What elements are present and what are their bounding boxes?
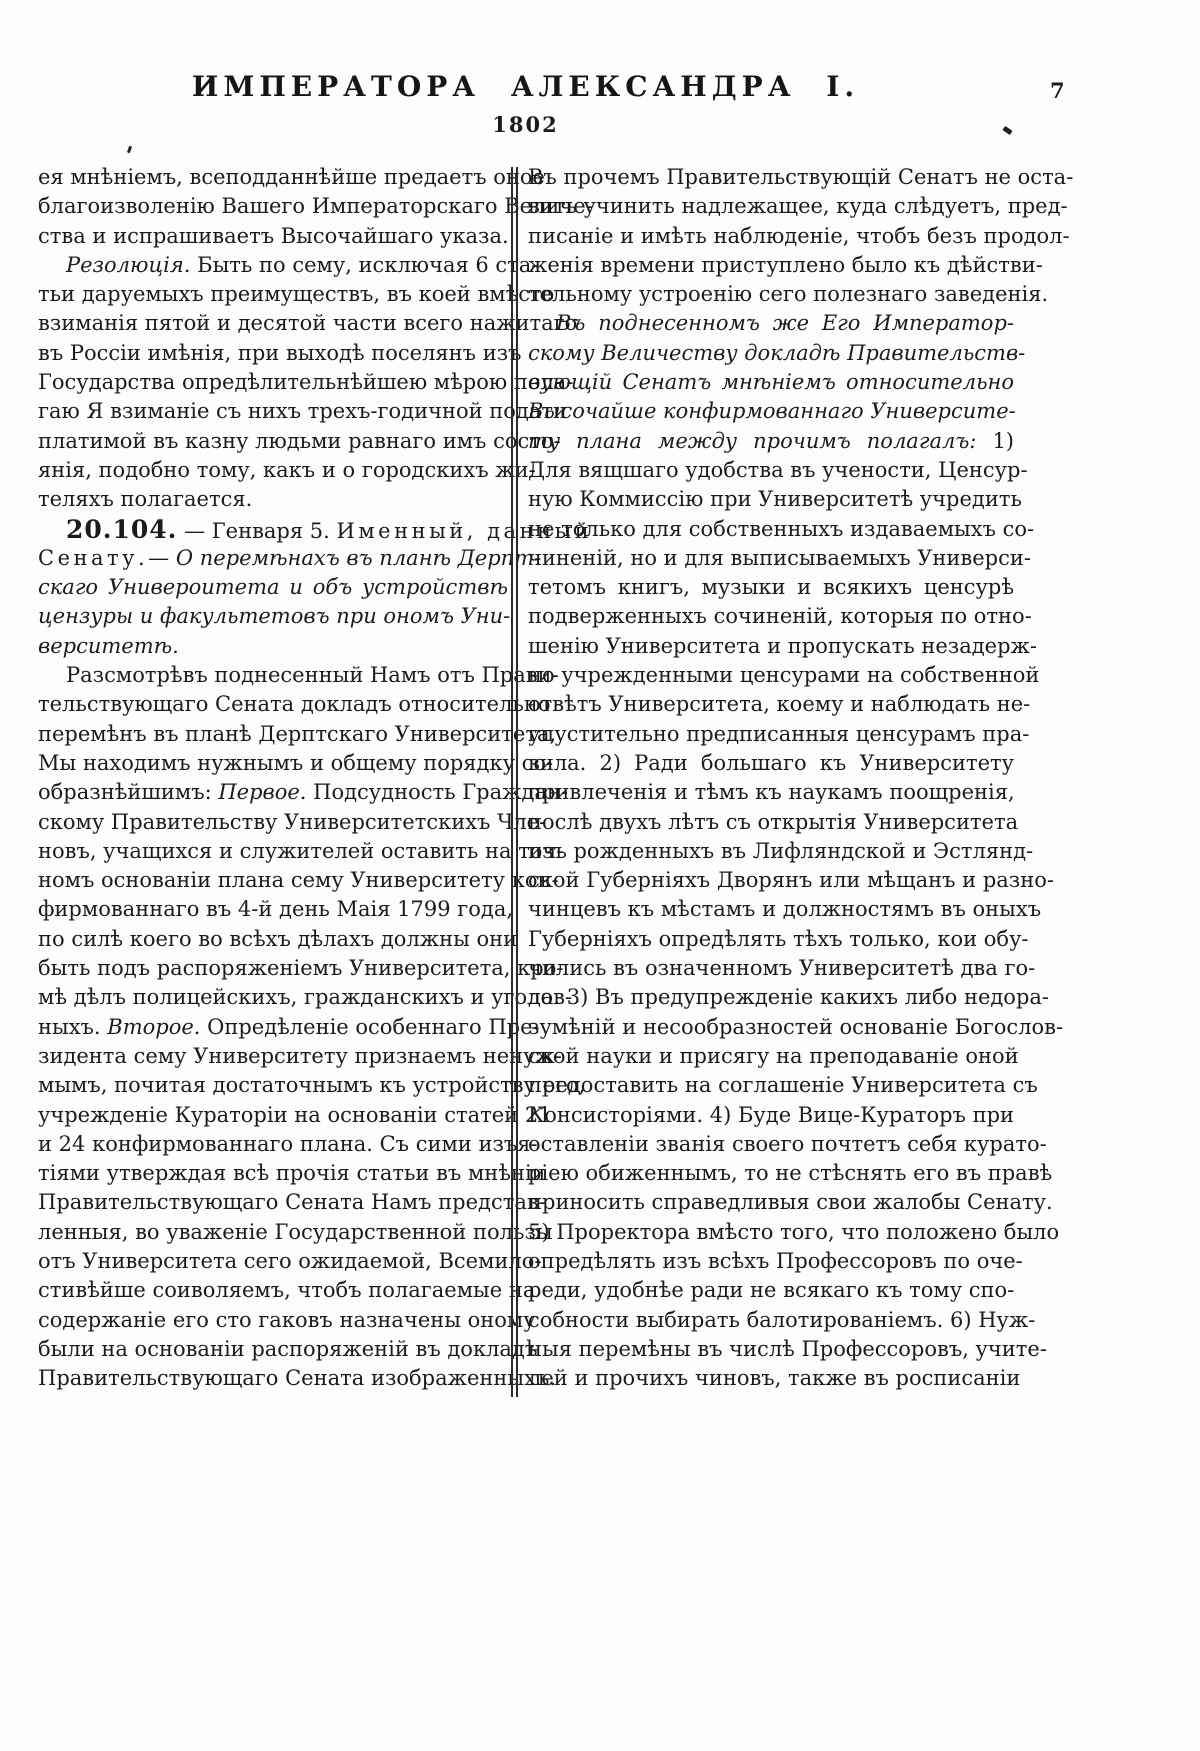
text-line	[38, 573, 508, 602]
body-text: шенію Университета и пропускать незадерж-	[528, 633, 1037, 658]
italic-text: скому Величеству докладѣ Правительств-	[528, 340, 1026, 365]
act-number: 20.104.	[66, 514, 178, 544]
column-divider-rule	[511, 167, 518, 1397]
body-text: тельному устроенію сего полезнаго заведенія.	[528, 282, 1049, 307]
body-text: чиненій, но и для выписываемыхъ Универси-	[528, 545, 1031, 570]
text-line	[528, 925, 1029, 954]
body-text: ленныя, во уваженіе Государственной пользы	[38, 1219, 553, 1244]
text-line	[528, 632, 1037, 661]
text-line	[528, 808, 1019, 837]
text-line	[38, 251, 539, 280]
text-line	[528, 983, 1050, 1012]
italic-text: вующій Сенатъ мнѣніемъ относительно	[528, 370, 1014, 395]
body-text: Разсмотрѣвъ поднесенный Намъ отъ Прави-	[66, 663, 559, 688]
text-line	[528, 1306, 1036, 1335]
text-line	[38, 427, 561, 456]
body-text: номъ основаніи плана сему Университету кон-	[38, 868, 559, 893]
body-text: — Генваря 5.	[177, 518, 337, 543]
text-line	[528, 720, 1030, 749]
italic-text: Высочайше конфирмованнаго Университе-	[528, 399, 1016, 424]
body-text: Мы находимъ нужнымъ и общему порядку со-	[38, 750, 554, 775]
body-text: ныхъ.	[38, 1014, 108, 1039]
italic-text: Въ поднесенномъ же Его Император-	[556, 311, 1014, 336]
body-text: упустительно предписанныя ценсурамъ пра-	[528, 721, 1030, 746]
text-line	[38, 1364, 556, 1393]
text-line	[528, 749, 1014, 778]
body-text: ства и испрашиваетъ Высочайшаго указа.	[38, 223, 509, 248]
body-text: Подсудность Граждан-	[306, 780, 568, 805]
text-line	[38, 1188, 546, 1217]
page-number: 7	[1050, 78, 1065, 103]
italic-text: цензуры и факультетовъ при ономъ Уни-	[38, 604, 511, 629]
text-line	[38, 1247, 542, 1276]
text-line	[38, 837, 564, 866]
body-text: оставленіи званія своего почтетъ себя курато-	[528, 1131, 1047, 1156]
body-text: гаю Я взиманіе съ нихъ трехъ-годичной подати	[38, 399, 567, 424]
text-line	[38, 1130, 538, 1159]
body-text: 5) Проректора вмѣсто того, что положено было	[528, 1219, 1060, 1244]
text-line	[38, 632, 508, 661]
text-line	[528, 1188, 1053, 1217]
body-text: перемѣнъ въ планѣ Дерптскаго Университета,	[38, 721, 557, 746]
body-text: зумѣній и несообразностей основаніе Богослов-	[528, 1014, 1064, 1039]
text-line	[38, 456, 536, 485]
body-text: тельствующаго Сената докладъ относительно	[38, 692, 551, 717]
text-line	[528, 368, 1014, 397]
text-line	[528, 456, 1028, 485]
body-text: въ Россіи имѣнія, при выходѣ поселянъ изъ	[38, 340, 522, 365]
text-line	[528, 954, 1036, 983]
text-line	[38, 485, 508, 514]
body-text: вить учинить надлежащее, куда слѣдуетъ, пред-	[528, 194, 1068, 219]
text-line	[38, 866, 559, 895]
body-text: стивѣйше соиволяемъ, чтобъ полагаемые на	[38, 1278, 536, 1303]
text-line	[528, 1247, 1023, 1276]
text-line	[38, 983, 573, 1012]
text-line	[38, 339, 522, 368]
body-text: послѣ двухъ лѣтъ съ открытія Университета	[528, 809, 1019, 834]
text-line	[528, 485, 1022, 514]
text-line	[38, 690, 551, 719]
text-line	[528, 1218, 1060, 1247]
body-text: по силѣ коего во всѣхъ дѣлахъ должны они	[38, 926, 518, 951]
text-line	[38, 720, 557, 749]
body-text: собности выбирать балотированіемъ. 6) Нуж-	[528, 1307, 1036, 1332]
body-text: были на основаніи распоряженій въ докладѣ	[38, 1336, 538, 1361]
text-line	[38, 1306, 536, 1335]
body-text: тетомъ книгъ, музыки и всякихъ ценсурѣ	[528, 575, 1014, 600]
body-text: Для вящшаго удобства въ учености, Ценсур-	[528, 457, 1028, 482]
text-line	[528, 427, 1014, 456]
body-text: Правительствующаго Сената изображенныхъ.	[38, 1366, 556, 1391]
page-running-title: ИМПЕРАТОРА АЛЕКСАНДРА I.	[191, 70, 860, 103]
body-text: женія времени приступлено было къ дѣйстви-	[528, 252, 1043, 277]
text-line	[528, 778, 1014, 807]
text-line	[528, 837, 1034, 866]
ink-speck	[127, 146, 132, 154]
body-text: ской науки и присягу на преподаваніе оной	[528, 1043, 1019, 1068]
body-text: подверженныхъ сочиненій, которыя по отно-	[528, 604, 1032, 629]
text-line	[528, 1335, 1047, 1364]
text-line	[528, 1042, 1019, 1071]
text-line	[528, 1071, 1038, 1100]
spaced-text: Именный, данный	[336, 518, 593, 543]
body-text: Правительствующаго Сената Намъ представ-	[38, 1190, 546, 1215]
text-line	[38, 514, 593, 544]
text-line	[38, 544, 542, 573]
text-line	[38, 661, 559, 690]
body-text: отвѣтъ Университета, коему и наблюдать не-	[528, 692, 1031, 717]
text-line	[528, 573, 1014, 602]
body-text: изъ рожденныхъ въ Лифляндской и Эстлянд-	[528, 838, 1034, 863]
text-line	[38, 192, 593, 221]
text-line	[528, 280, 1049, 309]
body-text: быть подъ распоряженіемъ Университета, кро-	[38, 956, 564, 981]
body-text: чились въ означенномъ Университетѣ два го-	[528, 956, 1036, 981]
body-text: чинцевъ къ мѣстамъ и должностямъ въ оныхъ	[528, 897, 1042, 922]
text-line	[528, 602, 1032, 631]
text-line	[38, 602, 511, 631]
body-text: Быть по сему, исключая 6 ста-	[190, 252, 539, 277]
body-text: привлеченія и тѣмъ къ наукамъ поощренія,	[528, 780, 1015, 805]
text-line	[528, 222, 1070, 251]
body-text: Государства опредѣлительнѣйшею мѣрою пола-	[38, 370, 574, 395]
text-line	[528, 1130, 1047, 1159]
body-text: взиманія пятой и десятой части всего нажитаго	[38, 311, 578, 336]
body-text: новъ, учащихся и служителей оставить на точ-	[38, 838, 564, 863]
body-text: мымъ, почитая достаточнымъ къ устройству его,	[38, 1073, 586, 1098]
body-text: ея мнѣніемъ, всеподданнѣйше предаетъ оное	[38, 165, 545, 189]
text-line	[528, 1013, 1064, 1042]
italic-text: ту плана между прочимъ полагалъ:	[528, 428, 977, 453]
body-text: Губерніяхъ опредѣлять тѣхъ только, кои обу-	[528, 926, 1029, 951]
text-line	[528, 163, 1074, 192]
text-line	[528, 339, 1026, 368]
body-text: вила. 2) Ради большаго къ Университету	[528, 750, 1014, 775]
body-text: не только для собственныхъ издаваемыхъ со-	[528, 516, 1035, 541]
body-text: тьи даруемыхъ преимуществъ, въ коей вмѣсто	[38, 282, 555, 307]
italic-text: Второе.	[107, 1014, 201, 1039]
body-text: учрежденіе Кураторіи на основаніи статей 21	[38, 1102, 552, 1127]
body-text: ской Губерніяхъ Дворянъ или мѣщанъ и разно-	[528, 868, 1054, 893]
body-text: тіями утверждая всѣ прочія статьи въ мнѣніи	[38, 1161, 546, 1186]
body-text: благоизволенію Вашего Императорскаго Величе-	[38, 194, 593, 219]
text-line	[38, 925, 518, 954]
text-line	[528, 690, 1031, 719]
body-text: реди, удобнѣе ради не всякаго къ тому спо-	[528, 1278, 1015, 1303]
text-line	[38, 1042, 562, 1071]
text-line	[38, 1013, 540, 1042]
body-text: ріею обиженнымъ, то не стѣснять его въ правѣ	[528, 1161, 1053, 1186]
body-text: янія, подобно тому, какъ и о городскихъ жи-	[38, 457, 536, 482]
body-text: и 24 конфирмованнаго плана. Съ сими изъя-	[38, 1131, 538, 1156]
text-line	[528, 1276, 1014, 1305]
text-line	[38, 397, 567, 426]
body-text: ныя перемѣны въ числѣ Профессоровъ, учите-	[528, 1336, 1047, 1361]
text-line	[528, 515, 1035, 544]
body-text: платимой въ казну людьми равнаго имъ состо-	[38, 428, 561, 453]
text-line	[528, 397, 1014, 426]
text-line	[38, 280, 555, 309]
text-line	[528, 1101, 1014, 1130]
text-line	[38, 222, 508, 251]
body-text: ную Коммиссію при Университетѣ учредить	[528, 487, 1022, 512]
text-line	[528, 192, 1068, 221]
italic-text: О перемѣнахъ въ планѣ Дерпт-	[175, 545, 542, 570]
text-line	[38, 1218, 553, 1247]
text-line	[38, 309, 578, 338]
body-text: скому Правительству Университетскихъ Чле-	[38, 809, 547, 834]
text-line	[528, 309, 1014, 338]
body-text: да. 3) Въ предупрежденіе какихъ либо недора-	[528, 985, 1050, 1010]
body-text: содержаніе его сто гаковъ назначены оному	[38, 1307, 536, 1332]
text-line	[38, 1101, 552, 1130]
text-line	[528, 866, 1054, 895]
italic-text: верситетѣ.	[38, 633, 179, 658]
italic-text: Первое.	[218, 780, 307, 805]
body-text: Опредѣленіе особеннаго Пре-	[200, 1014, 540, 1039]
body-text: предоставить на соглашеніе Университета съ	[528, 1073, 1038, 1098]
text-line	[38, 808, 547, 837]
body-text: мѣ дѣлъ полицейскихъ, гражданскихъ и уголов-	[38, 985, 573, 1010]
text-line	[528, 1159, 1053, 1188]
body-text: зидента сему Университету признаемъ ненуж-	[38, 1043, 562, 1068]
body-text: 1)	[976, 428, 1015, 453]
body-text: приносить справедливыя свои жалобы Сенату.	[528, 1190, 1053, 1215]
body-text: лей и прочихъ чиновъ, также въ росписаніи	[528, 1366, 1021, 1391]
text-line	[38, 1071, 586, 1100]
body-text: теляхъ полагается.	[38, 487, 253, 512]
body-text: образнѣйшимъ:	[38, 780, 219, 805]
text-line	[528, 661, 1040, 690]
text-line	[38, 1276, 536, 1305]
text-line	[38, 368, 574, 397]
body-text: Консисторіями. 4) Буде Вице-Кураторъ при	[528, 1102, 1015, 1127]
body-text: отъ Университета сего ожидаемой, Всемило-	[38, 1248, 542, 1273]
text-line	[528, 251, 1043, 280]
page-year-heading: 1802	[492, 112, 559, 137]
right-text-column	[528, 163, 1074, 1393]
text-line	[38, 954, 564, 983]
left-text-column	[38, 163, 593, 1393]
spaced-text: Сенату.	[38, 545, 149, 570]
text-line	[528, 544, 1031, 573]
text-line	[38, 895, 514, 924]
text-line	[38, 163, 545, 192]
text-line	[528, 1364, 1021, 1393]
body-text: —	[148, 545, 176, 570]
text-line	[38, 1335, 538, 1364]
body-text: но учрежденными ценсурами на собственной	[528, 663, 1040, 688]
body-text: фирмованнаго въ 4-й день Маія 1799 года,	[38, 897, 514, 922]
text-line	[38, 778, 568, 807]
italic-text: скаго Универоитета и объ устройствѣ	[38, 575, 508, 600]
body-text: писаніе и имѣть наблюденіе, чтобъ безъ продол-	[528, 223, 1070, 248]
text-line	[528, 895, 1042, 924]
body-text: опредѣлять изъ всѣхъ Профессоровъ по оче-	[528, 1248, 1023, 1273]
body-text: Въ прочемъ Правительствующій Сенатъ не оста-	[528, 165, 1074, 189]
text-line	[38, 1159, 546, 1188]
text-line	[38, 749, 554, 778]
italic-text: Резолюція.	[66, 252, 191, 277]
